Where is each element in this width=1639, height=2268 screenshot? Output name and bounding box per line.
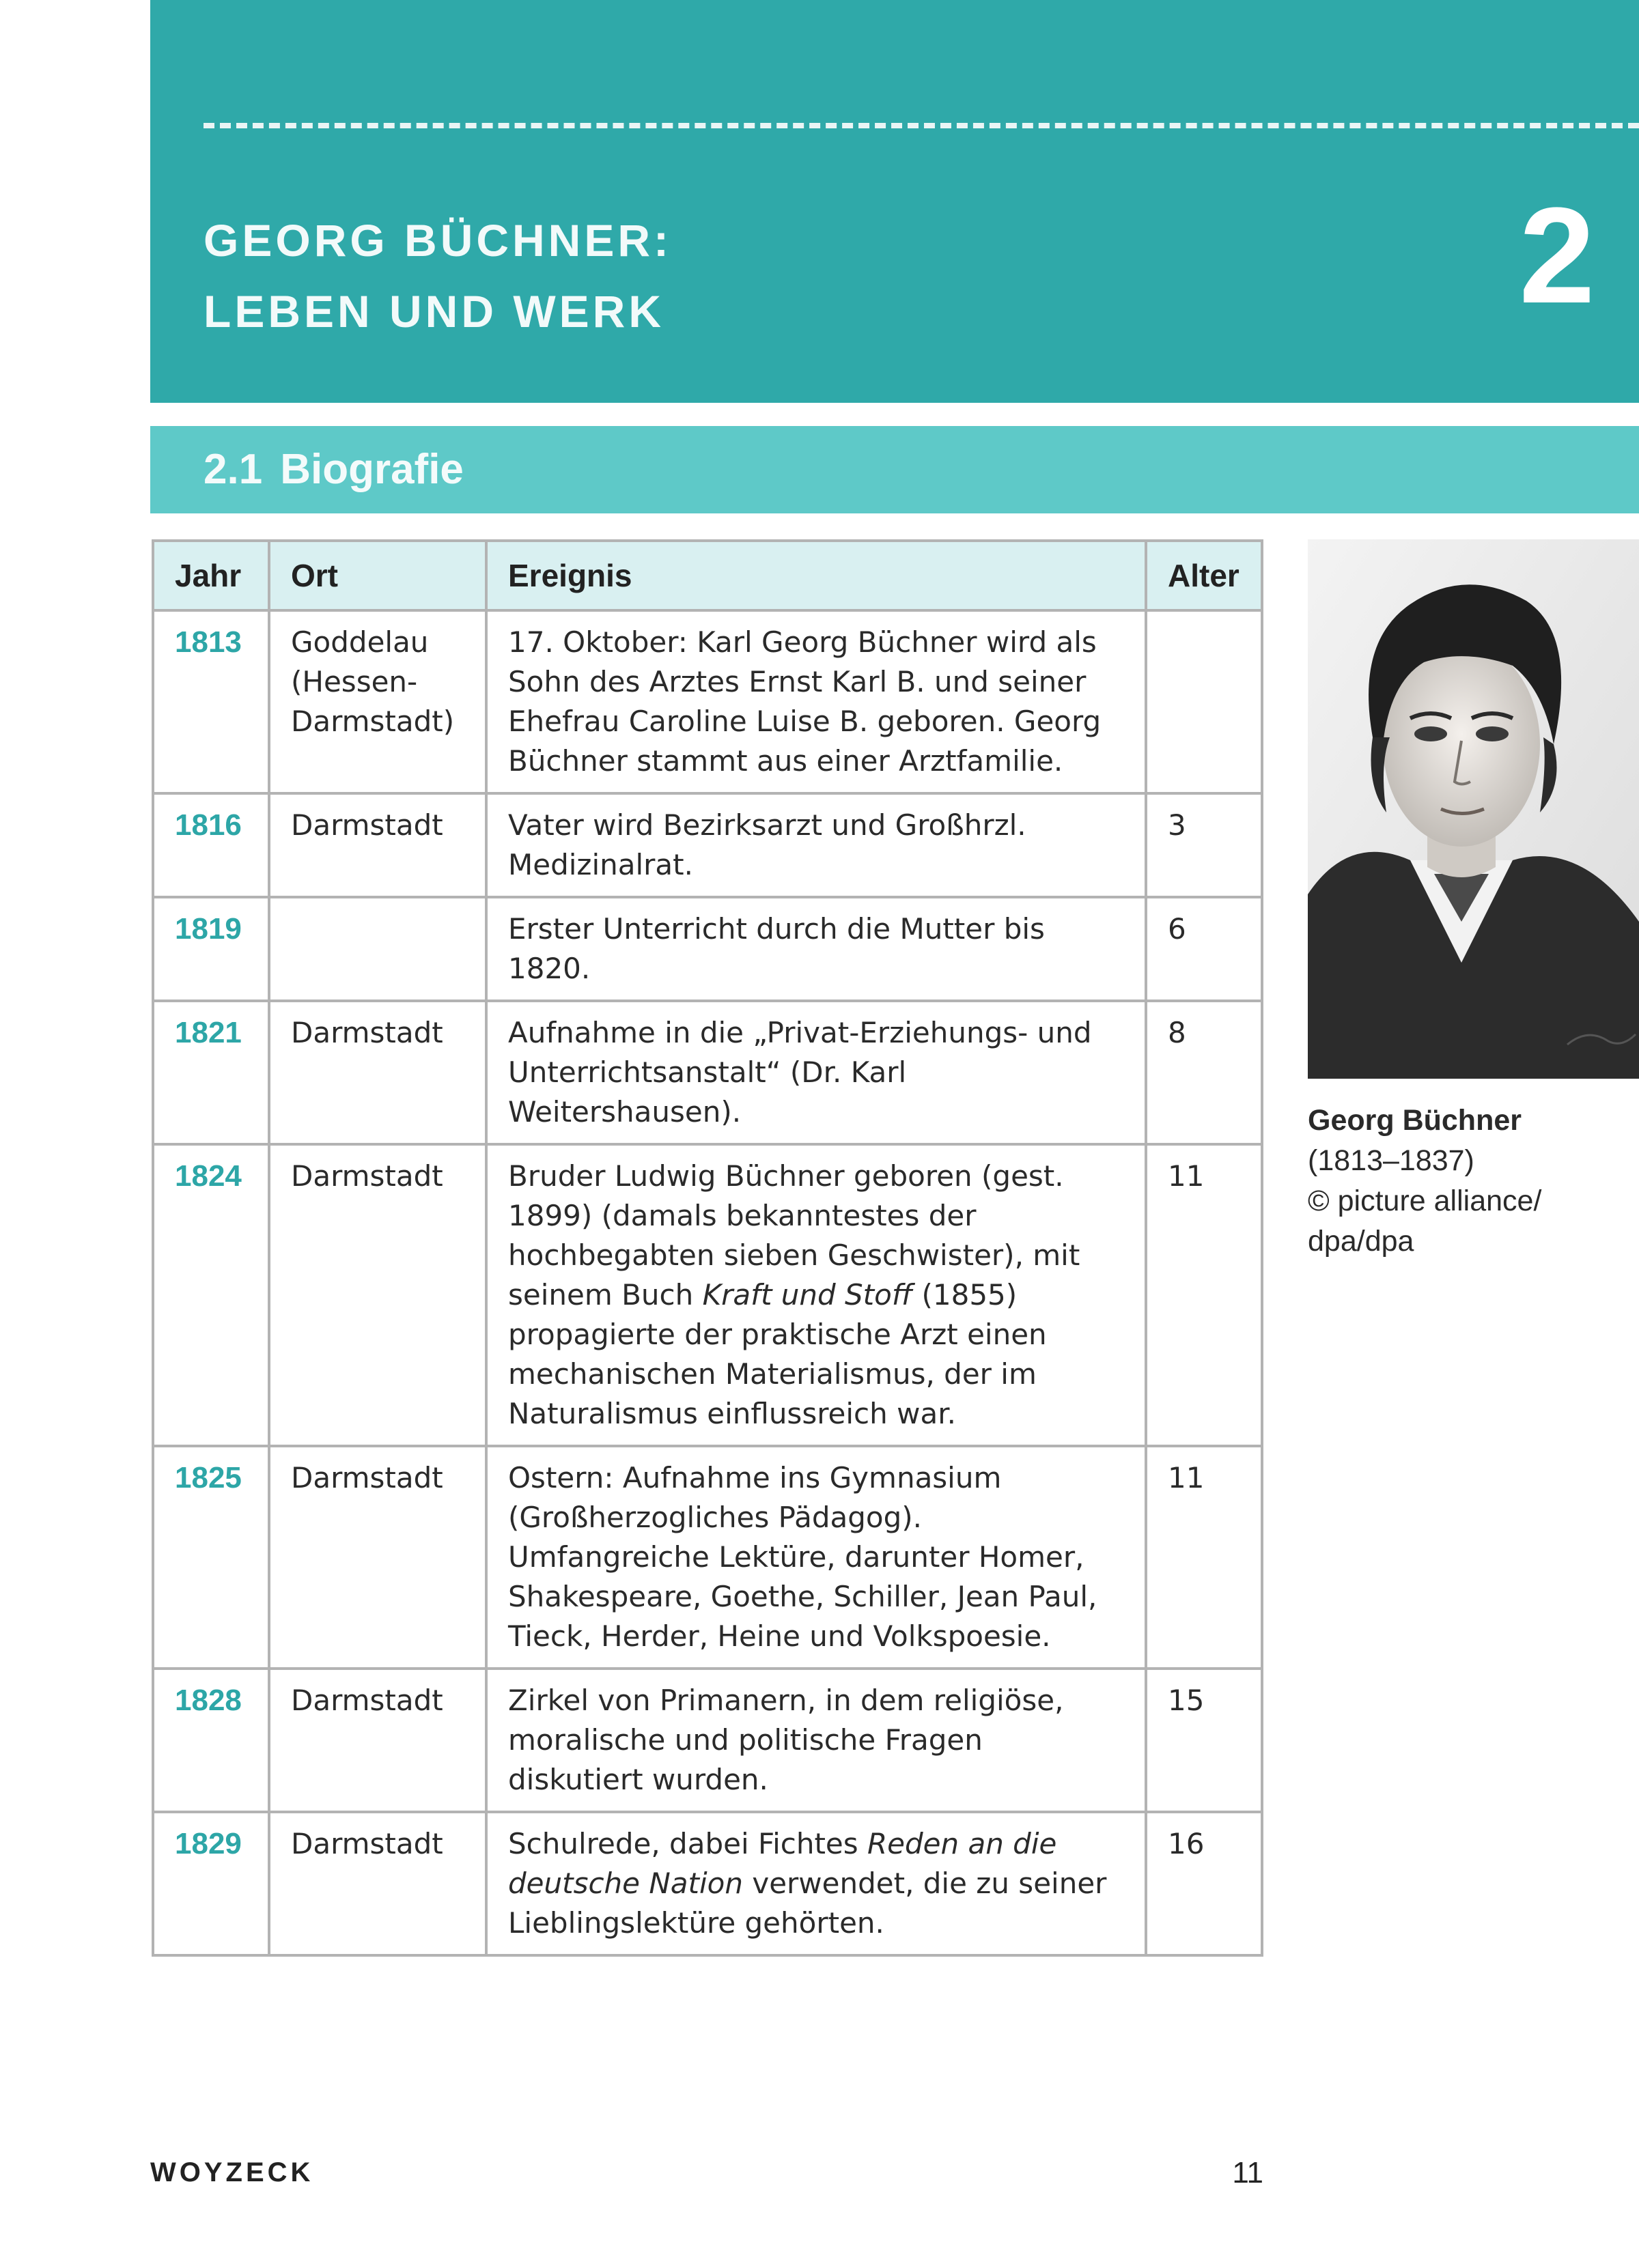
footer-book-title: WOYZECK xyxy=(150,2157,314,2187)
cell-year: 1824 xyxy=(153,1144,269,1446)
event-text: Ostern: Aufnahme ins Gymnasium (Großherzogliches Pädagog). Umfangreiche Lektüre, darunter Homer, Shakespeare, Goethe, Schiller, Jean Paul, Tieck, Herder, Heine und Volkspoesie. xyxy=(508,1461,1097,1653)
cell-place: Darmstadt xyxy=(269,1144,486,1446)
cell-age xyxy=(1146,610,1262,793)
chapter-banner xyxy=(150,0,1639,403)
table-row xyxy=(153,1144,1262,1446)
cell-event xyxy=(486,1669,1146,1812)
caption-name: Georg Büchner xyxy=(1308,1104,1522,1137)
column-header-year: Jahr xyxy=(153,541,269,610)
cell-place: Darmstadt xyxy=(269,1669,486,1812)
dashed-divider xyxy=(204,123,1639,128)
section-title: Biografie xyxy=(280,446,464,493)
cell-age: 6 xyxy=(1146,897,1262,1001)
cell-place: Darmstadt xyxy=(269,1001,486,1144)
column-header-place: Ort xyxy=(269,541,486,610)
cell-age: 3 xyxy=(1146,793,1262,897)
cell-year: 1816 xyxy=(153,793,269,897)
event-text: verwendet, die zu seiner Lieblingslektüre gehörten. xyxy=(508,1867,1107,1940)
cell-place: Goddelau (Hessen-Darmstadt) xyxy=(269,610,486,793)
table-row xyxy=(153,897,1262,1001)
cell-place: Darmstadt xyxy=(269,1446,486,1669)
cell-age: 16 xyxy=(1146,1812,1262,1955)
portrait-engraving xyxy=(1308,539,1639,1079)
cell-event xyxy=(486,793,1146,897)
table-row xyxy=(153,1446,1262,1669)
chapter-title-line-2: LEBEN UND WERK xyxy=(204,286,664,337)
event-text: Vater wird Bezirksarzt und Großhrzl. Medizinalrat. xyxy=(508,808,1026,881)
chapter-number: 2 xyxy=(1519,180,1595,332)
cell-year: 1828 xyxy=(153,1669,269,1812)
event-book-title: Reden an die deutsche Nation xyxy=(508,1827,1057,1900)
table-row xyxy=(153,610,1262,793)
event-text: Aufnahme in die „Privat-Erziehungs- und Unterrichtsanstalt“ (Dr. Karl Weitershausen). xyxy=(508,1016,1092,1129)
event-text: Schulrede, dabei Fichtes xyxy=(508,1827,867,1860)
table-row xyxy=(153,793,1262,897)
cell-age: 15 xyxy=(1146,1669,1262,1812)
cell-place: Darmstadt xyxy=(269,1812,486,1955)
caption-credit-line-2: dpa/dpa xyxy=(1308,1225,1414,1258)
cell-year: 1825 xyxy=(153,1446,269,1669)
cell-event xyxy=(486,1446,1146,1669)
cell-event xyxy=(486,1812,1146,1955)
portrait-caption xyxy=(1308,1101,1636,1262)
chapter-title-line-1: GEORG BÜCHNER: xyxy=(204,215,673,266)
table-header-row xyxy=(153,541,1262,610)
column-header-event: Ereignis xyxy=(486,541,1146,610)
cell-event xyxy=(486,897,1146,1001)
portrait-image xyxy=(1308,539,1639,1079)
cell-age: 11 xyxy=(1146,1446,1262,1669)
cell-year: 1819 xyxy=(153,897,269,1001)
event-text: (1855) propagierte der praktische Arzt einen mechanischen Materialismus, der im Naturalismus einflussreich war. xyxy=(508,1278,1047,1430)
event-text: Zirkel von Primanern, in dem religiöse, moralische und politische Fragen diskutiert wurden. xyxy=(508,1684,1064,1796)
cell-year: 1829 xyxy=(153,1812,269,1955)
page-number: 11 xyxy=(1232,2156,1263,2189)
event-book-title: Kraft und Stoff xyxy=(702,1278,913,1312)
cell-event xyxy=(486,610,1146,793)
caption-credit-line-1: © picture alliance/ xyxy=(1308,1185,1542,1217)
cell-event xyxy=(486,1144,1146,1446)
cell-age: 8 xyxy=(1146,1001,1262,1144)
table-row xyxy=(153,1669,1262,1812)
cell-place: Darmstadt xyxy=(269,793,486,897)
table-row xyxy=(153,1001,1262,1144)
section-number: 2.1 xyxy=(204,446,263,493)
cell-year: 1821 xyxy=(153,1001,269,1144)
section-heading xyxy=(204,426,464,513)
column-header-age: Alter xyxy=(1146,541,1262,610)
chapter-title xyxy=(204,205,672,347)
caption-dates: (1813–1837) xyxy=(1308,1144,1474,1177)
cell-age: 11 xyxy=(1146,1144,1262,1446)
section-bar xyxy=(150,426,1639,513)
cell-event xyxy=(486,1001,1146,1144)
event-text: Erster Unterricht durch die Mutter bis 1820. xyxy=(508,912,1045,985)
cell-year: 1813 xyxy=(153,610,269,793)
biography-table xyxy=(152,539,1263,1957)
cell-place xyxy=(269,897,486,1001)
table-row xyxy=(153,1812,1262,1955)
event-text: 17. Oktober: Karl Georg Büchner wird als Sohn des Arztes Ernst Karl B. und seiner Ehefrau Caroline Luise B. geboren. Georg Büchner stammt aus einer Arztfamilie. xyxy=(508,625,1102,778)
event-text: Bruder Ludwig Büchner geboren (gest. 1899) (damals bekanntestes der hochbegabten sieben Geschwister), mit seinem Buch xyxy=(508,1159,1080,1312)
